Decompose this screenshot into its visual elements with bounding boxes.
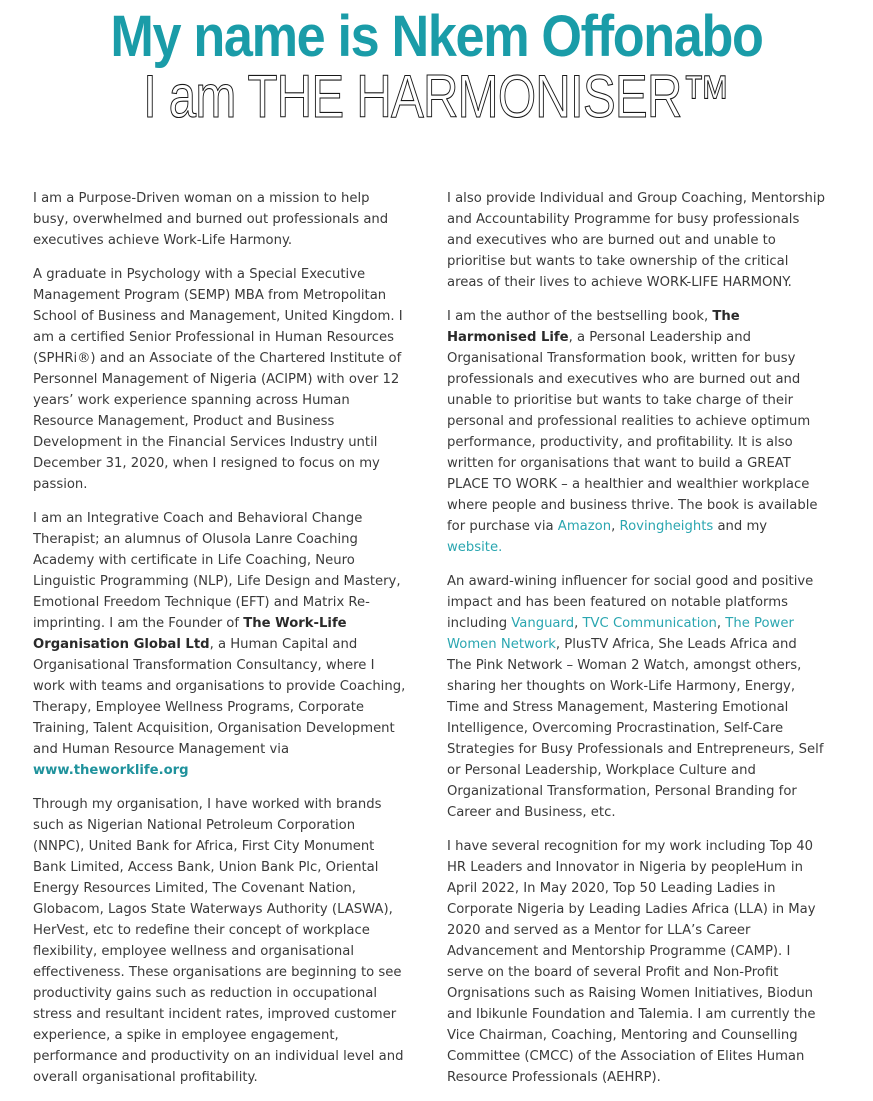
education-paragraph: A graduate in Psychology with a Special Executive Management Program (SEMP) MBA from Metropolitan School of Business and Management, United Kingdom. I am a certified Senior Professional in Human Resources (SPHRi®) and an Associate of the Chartered Institute of Personnel Management of Nigeria (ACIPM) with over 12 years’ work experience spanning across Human Resource Management, Product and Business Development in the Financial Services Industry until December 31, 2020, when I resigned to focus on my passion. <box>33 267 403 492</box>
book-title: The Harmonised Life <box>447 309 740 345</box>
book-text-middle: , a Personal Leadership and Organisational Transformation book, written for busy professionals and executives who are burned out and unable to prioritise but wants to take charge of their personal and professional realities to achieve optimum performance, productivity, and profitability. It is also written for organisations that want to build a GREAT PLACE TO WORK – a healthier and wealthier workplace where people and business thrive. The book is available for purchase via <box>447 330 818 534</box>
left-column <box>33 188 409 1101</box>
book-separator-1: , <box>611 519 620 534</box>
intro-paragraph: I am a Purpose-Driven woman on a mission to help busy, overwhelmed and burned out professionals and executives achieve Work-Life Harmony. <box>33 191 389 248</box>
influencer-separator-1: , <box>574 616 583 631</box>
rovingheights-link[interactable]: Rovingheights <box>619 519 714 534</box>
website-link[interactable]: website <box>447 540 499 555</box>
influencer-text-after: , PlusTV Africa, She Leads Africa and The Pink Network – Woman 2 Watch, amongst others, sharing her thoughts on Work-Life Harmony, Energy, Time and Stress Management, Mastering Emotional Intelligence, Overcoming Procrastination, Self-Care Strategies for Busy Professionals and Entrepreneurs, Self or Personal Leadership, Workplace Culture and Organizational Transformation, Personal Branding for Career and Business, etc. <box>447 637 824 820</box>
book-paragraph <box>447 306 825 558</box>
services-paragraph: I also provide Individual and Group Coaching, Mentorship and Accountability Programme for busy professionals and executives who are burned out and unable to prioritise but wants to take ownership of the critical areas of their lives to achieve WORK-LIFE HARMONY. <box>447 191 825 290</box>
influencer-separator-2: , <box>716 616 726 631</box>
recognition-paragraph: I have several recognition for my work including Top 40 HR Leaders and Innovator in Nigeria by peopleHum in April 2022, In May 2020, Top 50 Leading Ladies in Corporate Nigeria by Leading Ladies Africa (LLA) in May 2020 and served as a Mentor for LLA’s Career Advancement and Mentorship Programme (CAMP). I serve on the board of several Profit and Non-Profit Orgnisations such as Raising Women Initiatives, Biodun and Ibikunle Foundation and Talemia. I am currently the Vice Chairman, Coaching, Mentoring and Counselling Committee (CMCC) of the Association of Elites Human Resource Professionals (AEHRP). <box>447 839 816 1085</box>
vanguard-link[interactable]: Vanguard <box>511 616 575 631</box>
coaching-paragraph <box>33 508 409 781</box>
influencer-text-before: An award-wining influencer for social good and positive impact and has been featured on notable platforms including <box>447 574 814 631</box>
right-column <box>447 188 825 1101</box>
subtitle-text: I am THE HARMONISER™ <box>143 63 730 130</box>
book-text-end: . <box>498 540 503 555</box>
book-text-before: I am the author of the bestselling book, <box>447 309 713 324</box>
coaching-text-before: I am an Integrative Coach and Behavioral Change Therapist; an alumnus of Olusola Lanre Coaching Academy with certificate in Life Coaching, Neuro Linguistic Programming (NLP), Life Design and Mastery, Emotional Freedom Technique (EFT) and Matrix Re-imprinting. I am the Founder of <box>33 511 401 631</box>
book-separator-2: and my <box>713 519 768 534</box>
page-title: My name is Nkem Offonabo <box>110 4 763 69</box>
brands-paragraph: Through my organisation, I have worked with brands such as Nigerian National Petroleum Corporation (NNPC), United Bank for Africa, First City Monument Bank Limited, Access Bank, Union Bank Plc, Oriental Energy Resources Limited, The Covenant Nation, Globacom, Lagos State Waterways Authority (LASWA), HerVest, etc to redefine their concept of workplace flexibility, employee wellness and organisational effectiveness. These organisations are beginning to see productivity gains such as reduction in occupational stress and resultant incident rates, improved customer experience, a spike in employee engagement, performance and productivity on an individual level and overall organisational profitability. <box>33 797 404 1085</box>
theworklife-website-link[interactable]: www.theworklife.org <box>33 763 189 778</box>
company-name: The Work-Life Organisation Global Ltd <box>33 616 347 652</box>
page-subtitle <box>79 64 795 130</box>
tvc-communication-link[interactable]: TVC Communication <box>582 616 717 631</box>
power-women-network-link[interactable]: The Power Women Network <box>447 616 794 652</box>
influencer-paragraph <box>447 571 825 823</box>
amazon-link[interactable]: Amazon <box>557 519 612 534</box>
coaching-text-after: , a Human Capital and Organisational Transformation Consultancy, where I work with teams and organisations to provide Coaching, Therapy, Employee Wellness Programs, Corporate Training, Talent Acquisition, Organisation Development and Human Resource Management via <box>33 637 406 757</box>
